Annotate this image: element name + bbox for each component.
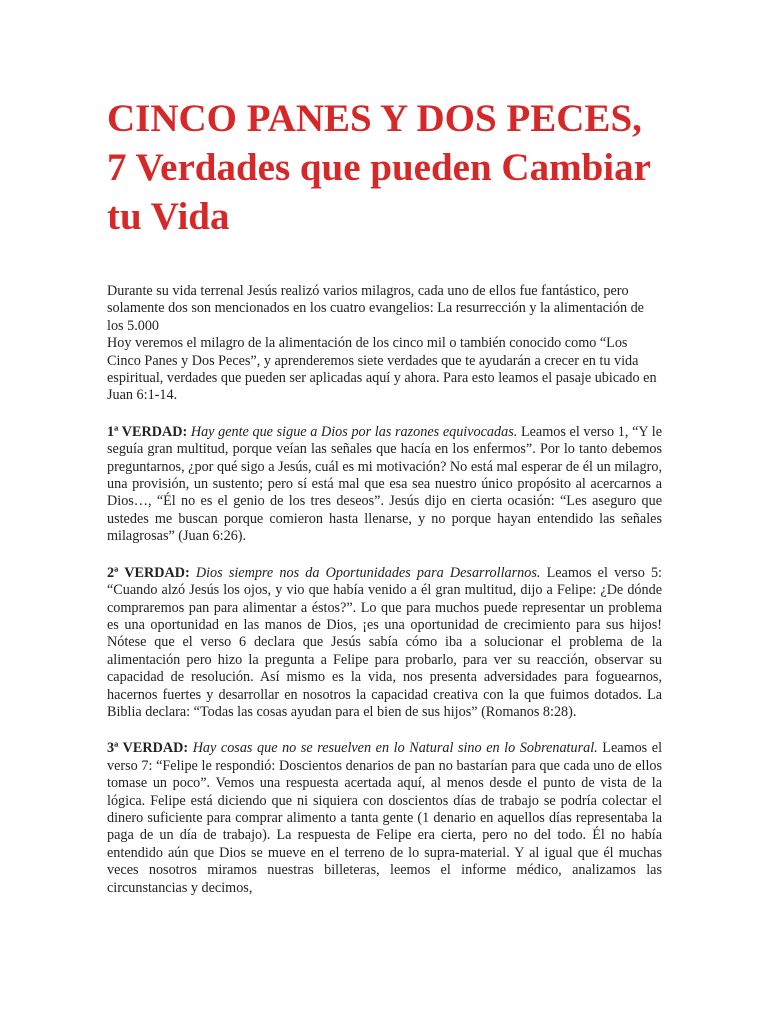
intro-paragraph-2: Hoy veremos el milagro de la alimentación de los cinco mil o también conocido como “Los Cinco Panes y Dos Peces”, y aprenderemos siete verdades que te ayudarán a crecer en tu vida espiritual, verdades que pueden ser aplicadas aquí y ahora. Para esto leamos el pasaje ubicado en Juan 6:1-14. (107, 335, 657, 404)
verdad-1-paragraph (107, 424, 662, 546)
verdad-3-heading: Hay cosas que no se resuelven en lo Natural sino en lo Sobrenatural. (192, 740, 598, 757)
verdad-1-label: 1ª VERDAD: (107, 423, 188, 440)
verdad-2-heading: Dios siempre nos da Oportunidades para Desarrollarnos. (195, 564, 541, 581)
verdad-3-paragraph (107, 740, 662, 897)
verdad-2-text: Leamos el verso 5: “Cuando alzó Jesús los ojos, y vio que había venido a él gran multitud, dijo a Felipe: ¿De dónde compraremos pan para alimentar a éstos?”. Lo que para muchos puede representar un problema es una oportunidad en las manos de Dios, ¡es una oportunidad de crecimiento para sus hijos! Nótese que el verso 6 declara que Jesús sabía cómo iba a solucionar el problema de la alimentación pero hizo la pregunta a Felipe para probarlo, para ver su reacción, observar su capacidad de resolución. Así mismo es la vida, nos presenta adversidades para foguearnos, hacernos fuertes y desarrollar en nosotros la capacidad creativa con la que fuimos dotados. La Biblia declara: “Todas las cosas ayudan para el bien de sus hijos” (Romanos 8:28). (107, 564, 662, 720)
document-page (107, 94, 662, 897)
verdad-2-paragraph (107, 565, 662, 722)
verdad-2-label: 2ª VERDAD: (107, 564, 190, 581)
verdad-1-heading: Hay gente que sigue a Dios por las razones equivocadas. (190, 423, 518, 440)
verdad-3-label: 3ª VERDAD: (107, 740, 189, 757)
intro-paragraph-1: Durante su vida terrenal Jesús realizó varios milagros, cada uno de ellos fue fantástico, pero solamente dos son mencionados en los cuatro evangelios: La resurrección y la alimentación de los 5.000 (107, 283, 644, 334)
verdad-3-text: Leamos el verso 7: “Felipe le respondió: Doscientos denarios de pan no bastarían para que cada uno de ellos tomase un poco”. Vemos una respuesta acertada aquí, al menos desde el punto de vista de la lógica. Felipe está diciendo que ni siquiera con doscientos días de trabajo se podría colectar el dinero suficiente para comprar alimento a tanta gente (1 denario en aquellos días representaba la paga de un día de trabajo). La respuesta de Felipe era cierta, pero no del todo. Él no había entendido aún que Dios se mueve en el terreno de lo supra-material. Y al igual que él muchas veces nosotros miramos nuestras billeteras, leemos el informe médico, analizamos las circunstancias y decimos, (107, 740, 663, 896)
document-title: CINCO PANES Y DOS PECES, 7 Verdades que pueden Cambiar tu Vida (107, 97, 651, 238)
document-body (107, 283, 662, 897)
verdad-1-text: Leamos el verso 1, “Y le seguía gran multitud, porque veían las señales que hacía en los enfermos”. Por lo tanto debemos preguntarnos, ¿por qué sigo a Jesús, cuál es mi motivación? No está mal esperar de él un milagro, una provisión, un sustento; pero sí está mal que esa sea nuestro único propósito al acercarnos a Dios…, “Él no es el genio de los tres deseos”. Jesús dijo en cierta ocasión: “Les aseguro que ustedes me buscan porque comieron hasta llenarse, y no porque hayan entendido las señales milagrosas” (Juan 6:26). (107, 423, 663, 545)
